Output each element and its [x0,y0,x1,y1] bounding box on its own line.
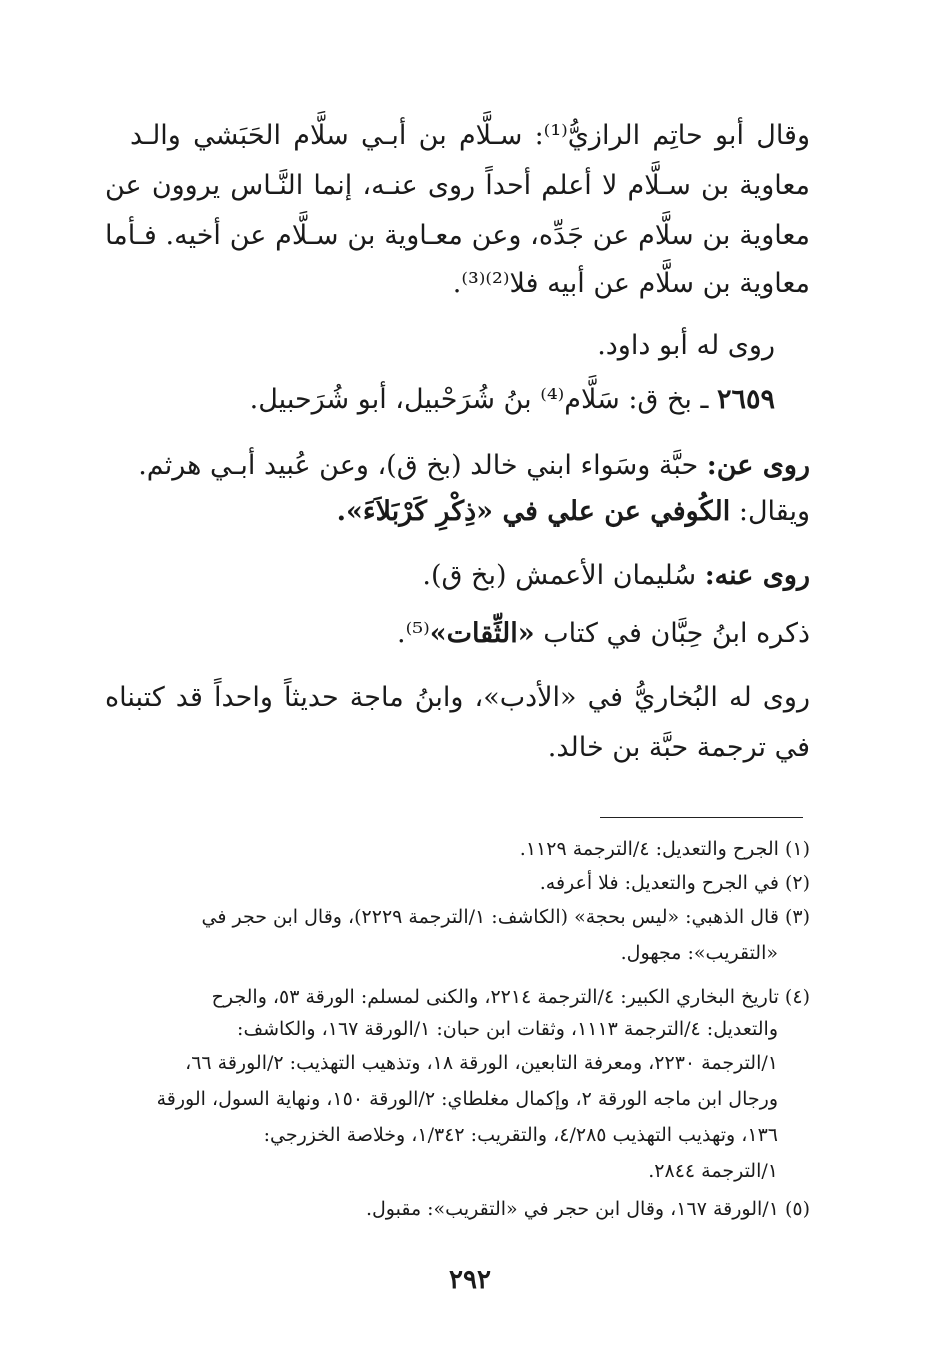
body-line-9-text: سُليمان الأعمش (بخ ق). [422,560,705,591]
body-line-8-text: الكُوفي عن علي في «ذِكْرِ كَرْبَلاَءَ». [336,496,731,527]
rawa-an-label: روى عن: [706,450,810,481]
footnote-3-line-2: «التقريب»: مجهول. [620,942,778,964]
body-line-8 [337,492,810,532]
body-line-7 [138,446,810,486]
body-line-11: روى له البُخاريُّ في «الأدب»، وابنُ ماجة حديثاً واحداً قد كتبناه [105,682,810,713]
rawa-anhu-label: روى عنه: [704,560,810,591]
body-line-5: روى له أبو داود. [597,330,775,361]
footnote-5: (٥) ١/الورقة ١٦٧، وقال ابن حجر في «التقريب»: مقبول. [365,1198,810,1220]
body-line-12: في ترجمة حبَّة بن خالد. [547,732,810,763]
footnote-4-line-4: ورجال ابن ماجه الورقة ٢، وإكمال مغلطاي: ٢/الورقة ١٥٠، ونهاية السول، الورقة [156,1088,778,1110]
footnote-4-line-6: ١/الترجمة ٢٨٤٤. [648,1160,778,1182]
footnote-4-line-2: والتعديل: ٤/الترجمة ١١١٣، وثقات ابن حبان: ١/الورقة ١٦٧، والكاشف: [237,1018,778,1040]
footnote-3-line-1: (٣) قال الذهبي: «ليس بحجة» (الكاشف: ١/الترجمة ٢٢٢٩)، وقال ابن حجر في [201,906,810,928]
footnote-1: (١) الجرح والتعديل: ٤/الترجمة ١١٢٩. [519,838,810,860]
footnote-2: (٢) في الجرح والتعديل: فلا أعرفه. [539,872,810,894]
entry-heading-text: ـ بخ ق: سَلَّام⁽⁴⁾ بنُ شُرَحْبيل، أبو شُرَحبيل. [249,384,717,415]
body-line-3: معاوية بن سلَّام عن جَدِّه، وعن معـاوية بن سـلَّام عن أخيه. فـأما [105,220,810,251]
body-line-8-lead: ويقال: [730,496,810,527]
body-line-1: وقال أبو حاتِم الرازيُّ⁽¹⁾: سـلَّام بن أبـي سلَّام الحَبَشي والـد [130,120,810,151]
footnote-separator [600,817,803,818]
entry-heading [250,380,775,420]
footnote-4-line-1: (٤) تاريخ البخاري الكبير: ٤/الترجمة ٢٢١٤، والكنى لمسلم: الورقة ٥٣، والجرح [211,986,810,1008]
body-line-4: معاوية بن سلَّام عن أبيه فلا⁽²⁾⁽³⁾. [452,268,810,299]
body-line-10-lead: ذكره ابنُ حِبَّان في كتاب [534,618,810,649]
body-line-7-text: حبَّة وسَواء ابني خالد (بخ ق)، وعن عُبيد أبـي هرثم. [138,450,707,481]
book-title-thiqat: «الثِّقات» [429,618,535,649]
body-line-2: معاوية بن سـلَّام لا أعلم أحداً روى عنـه، إنما النَّـاس يروون عن [105,170,810,201]
footnote-4-line-5: ١٣٦، وتهذيب التهذيب ٤/٢٨٥، والتقريب: ١/٣٤٢، وخلاصة الخزرجي: [263,1124,778,1146]
entry-number: ٢٦٥٩ [716,384,775,415]
body-line-9 [422,556,810,596]
body-line-10 [397,614,810,654]
footnote-ref-5: ⁽⁵⁾. [397,618,430,649]
page-number: ٢٩٢ [449,1265,491,1295]
footnote-4-line-3: ١/الترجمة ٢٢٣٠، ومعرفة التابعين، الورقة ١٨، وتذهيب التهذيب: ٢/الورقة ٦٦، [185,1052,778,1074]
